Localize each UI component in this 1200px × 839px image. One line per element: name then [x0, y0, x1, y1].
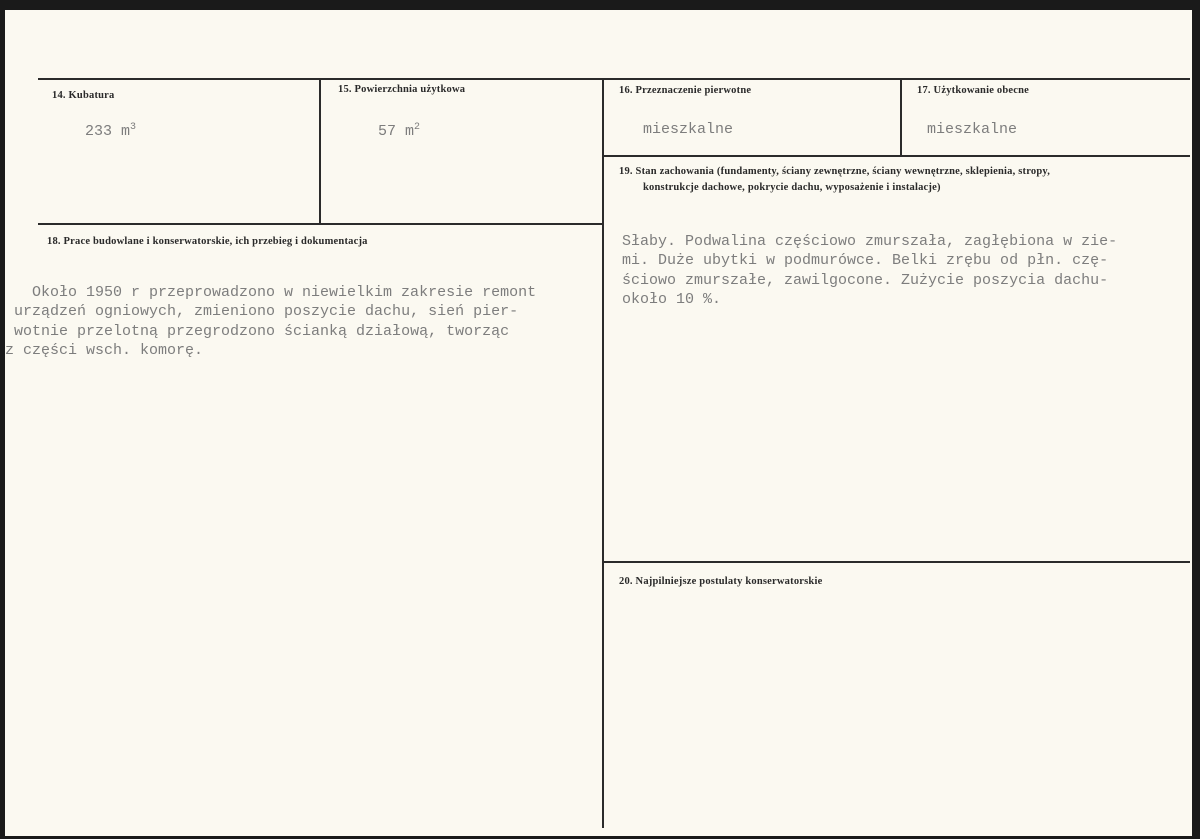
divider-15-16 [602, 78, 604, 828]
field-19-text [622, 212, 1117, 310]
field-17-label: 17. Użytkowanie obecne [917, 85, 1030, 96]
field-14-value [85, 122, 136, 142]
field-15-exponent: 2 [414, 122, 421, 133]
field-18-line: urządzeń ogniowych, zmieniono poszycie dachu, sień pier- [14, 303, 519, 320]
divider-14-15 [319, 78, 321, 224]
field-16-value: mieszkalne [643, 121, 734, 138]
field-19-line: mi. Duże ubytki w podmurówce. Belki zrębu od płn. czę- [622, 252, 1109, 269]
field-14-number: 233 m [85, 123, 131, 140]
field-17-value: mieszkalne [927, 121, 1018, 138]
field-14-label: 14. Kubatura [52, 90, 115, 101]
field-19-line: Słaby. Podwalina częściowo zmurszała, zagłębiona w zie- [622, 232, 1118, 250]
field-19-label-line1: 19. Stan zachowania (fundamenty, ściany zewnętrzne, ściany wewnętrzne, sklepienia, stropy, [619, 166, 1051, 177]
rule-under-14-15 [38, 223, 604, 225]
field-15-number: 57 m [378, 123, 415, 140]
field-16-label: 16. Przeznaczenie pierwotne [619, 85, 752, 96]
rule-under-16-17 [602, 155, 1190, 157]
field-15-value [378, 122, 420, 142]
form-sheet [5, 10, 1192, 836]
field-19-line: około 10 %. [622, 291, 722, 308]
divider-16-17 [900, 78, 902, 156]
field-18-line: wotnie przelotną przegrodzono ścianką działową, tworząc [14, 322, 510, 340]
field-18-text [5, 263, 536, 361]
field-15-label: 15. Powierzchnia użytkowa [338, 84, 466, 95]
field-20-label: 20. Najpilniejsze postulaty konserwatorskie [619, 576, 823, 587]
field-19-line: ściowo zmurszałe, zawilgocone. Zużycie poszycia dachu- [622, 271, 1109, 289]
field-19-label-line2: konstrukcje dachowe, pokrycie dachu, wyposażenie i instalacje) [643, 182, 941, 193]
rule-under-19 [602, 561, 1190, 563]
field-18-line: z części wsch. komorę. [5, 342, 204, 359]
field-18-line: Około 1950 r przeprowadzono w niewielkim zakresie remont [32, 283, 537, 301]
field-18-label: 18. Prace budowlane i konserwatorskie, ich przebieg i dokumentacja [47, 236, 368, 247]
field-14-exponent: 3 [130, 122, 137, 133]
top-rule [38, 78, 1190, 80]
